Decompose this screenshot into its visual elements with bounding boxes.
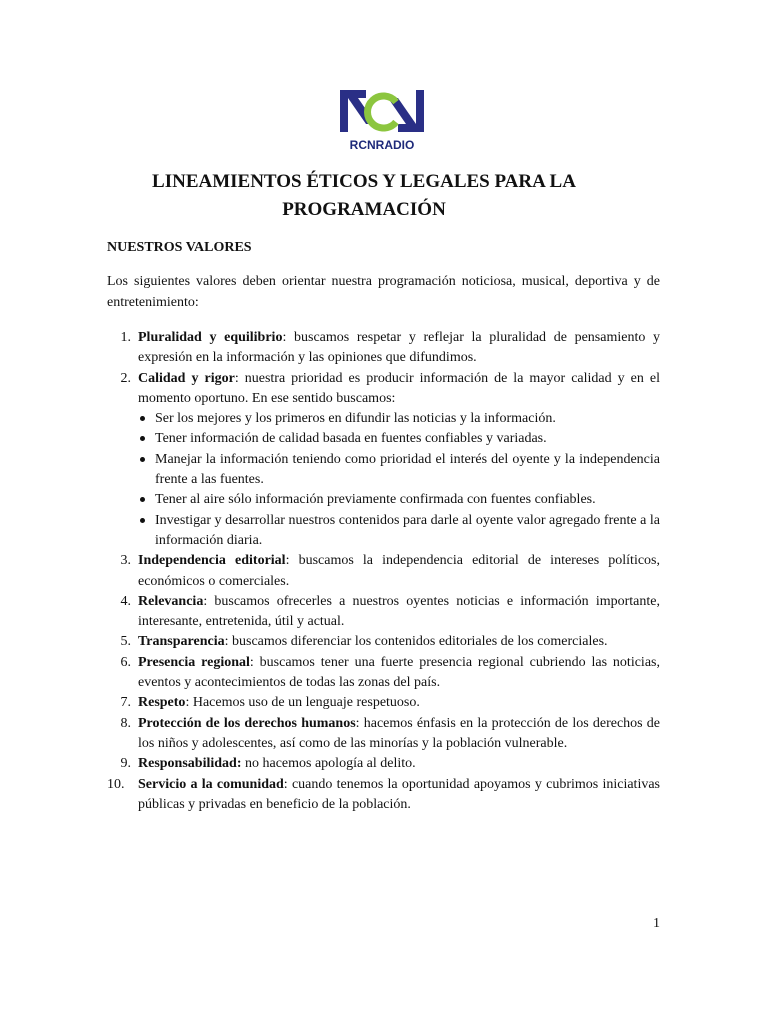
value-description: : buscamos diferenciar los contenidos editoriales de los comerciales. [224, 634, 608, 650]
item-number: 2. [120, 370, 131, 386]
bullet-item: Manejar la información teniendo como prioridad el interés del oyente y la independencia frente a las fuentes. [107, 450, 660, 491]
values-list [107, 328, 660, 815]
item-number: 9. [120, 756, 131, 772]
value-description: : buscamos ofrecerles a nuestros oyentes noticias e información importante, interesante, entretenida, útil y actual. [138, 593, 660, 630]
value-item [107, 551, 660, 592]
bullet-item: Tener información de calidad basada en fuentes confiables y variadas. [107, 429, 660, 449]
value-description: : cuando tenemos la oportunidad apoyamos y cubrimos iniciativas públicas y privadas en beneficio de la población. [138, 776, 661, 812]
value-term: Pluralidad y equilibrio [138, 330, 283, 345]
value-term: Protección de los derechos humanos [138, 715, 356, 731]
section-heading: NUESTROS VALORES [107, 240, 252, 255]
value-description: no hacemos apología al delito. [241, 756, 416, 772]
document-title: LINEAMIENTOS ÉTICOS Y LEGALES PARA LA PROGRAMACIÓN [152, 171, 576, 220]
value-term: Transparencia [138, 634, 225, 650]
value-term: Servicio a la comunidad [138, 776, 284, 792]
value-description: : buscamos tener una fuerte presencia regional cubriendo las noticias, eventos y acontecimientos de todas las zonas del país. [138, 654, 660, 691]
intro-paragraph: Los siguientes valores deben orientar nuestra programación noticiosa, musical, deportiva y de entretenimiento: [107, 274, 660, 310]
rcn-radio-logo [336, 84, 428, 156]
rcn-logo-mark [336, 84, 428, 138]
bullet-item: Tener al aire sólo información previamente confirmada con fuentes confiables. [107, 490, 660, 510]
value-description: : buscamos respetar y reflejar la pluralidad de pensamiento y expresión en la información y las opiniones que difundimos. [138, 330, 660, 366]
item-number: 7. [120, 695, 131, 711]
bullet-list-container [107, 409, 660, 551]
item-number: 10. [107, 776, 125, 792]
value-item [107, 632, 660, 652]
value-description: : hacemos énfasis en la protección de los derechos de los niños y adolescentes, así como de las minorías y la población vulnerable. [138, 715, 661, 751]
value-item [107, 714, 660, 755]
logo-wordmark: RCNRADIO [349, 138, 415, 152]
value-term: Relevancia [138, 593, 204, 609]
value-term: Independencia editorial [138, 553, 286, 569]
item-number: 8. [120, 715, 131, 731]
bullet-item: Ser los mejores y los primeros en difundir las noticias y la información. [107, 409, 660, 429]
value-term: Respeto [138, 695, 186, 711]
item-number: 5. [120, 634, 131, 650]
item-number: 1. [120, 330, 131, 345]
value-item [107, 369, 660, 410]
value-item [107, 328, 660, 369]
item-number: 6. [120, 654, 131, 670]
value-description: : buscamos la independencia editorial de intereses políticos, económicos o comerciales. [138, 553, 660, 589]
bullet-list [107, 409, 660, 551]
value-item [107, 592, 660, 633]
value-term: Presencia regional [138, 654, 250, 670]
value-item [107, 693, 660, 713]
item-number: 3. [120, 553, 131, 569]
bullet-item: Investigar y desarrollar nuestros contenidos para darle al oyente valor agregado frente a la información diaria. [107, 511, 660, 552]
value-term: Responsabilidad: [138, 756, 242, 772]
value-description: : nuestra prioridad es producir información de la mayor calidad y en el momento oportuno. En ese sentido buscamos: [138, 370, 661, 406]
value-item [107, 775, 660, 816]
value-item [107, 653, 660, 694]
value-description: : Hacemos uso de un lenguaje respetuoso. [185, 695, 420, 711]
value-item [107, 754, 660, 774]
page-number: 1 [653, 916, 660, 931]
item-number: 4. [120, 593, 131, 609]
value-term: Calidad y rigor [138, 370, 235, 386]
